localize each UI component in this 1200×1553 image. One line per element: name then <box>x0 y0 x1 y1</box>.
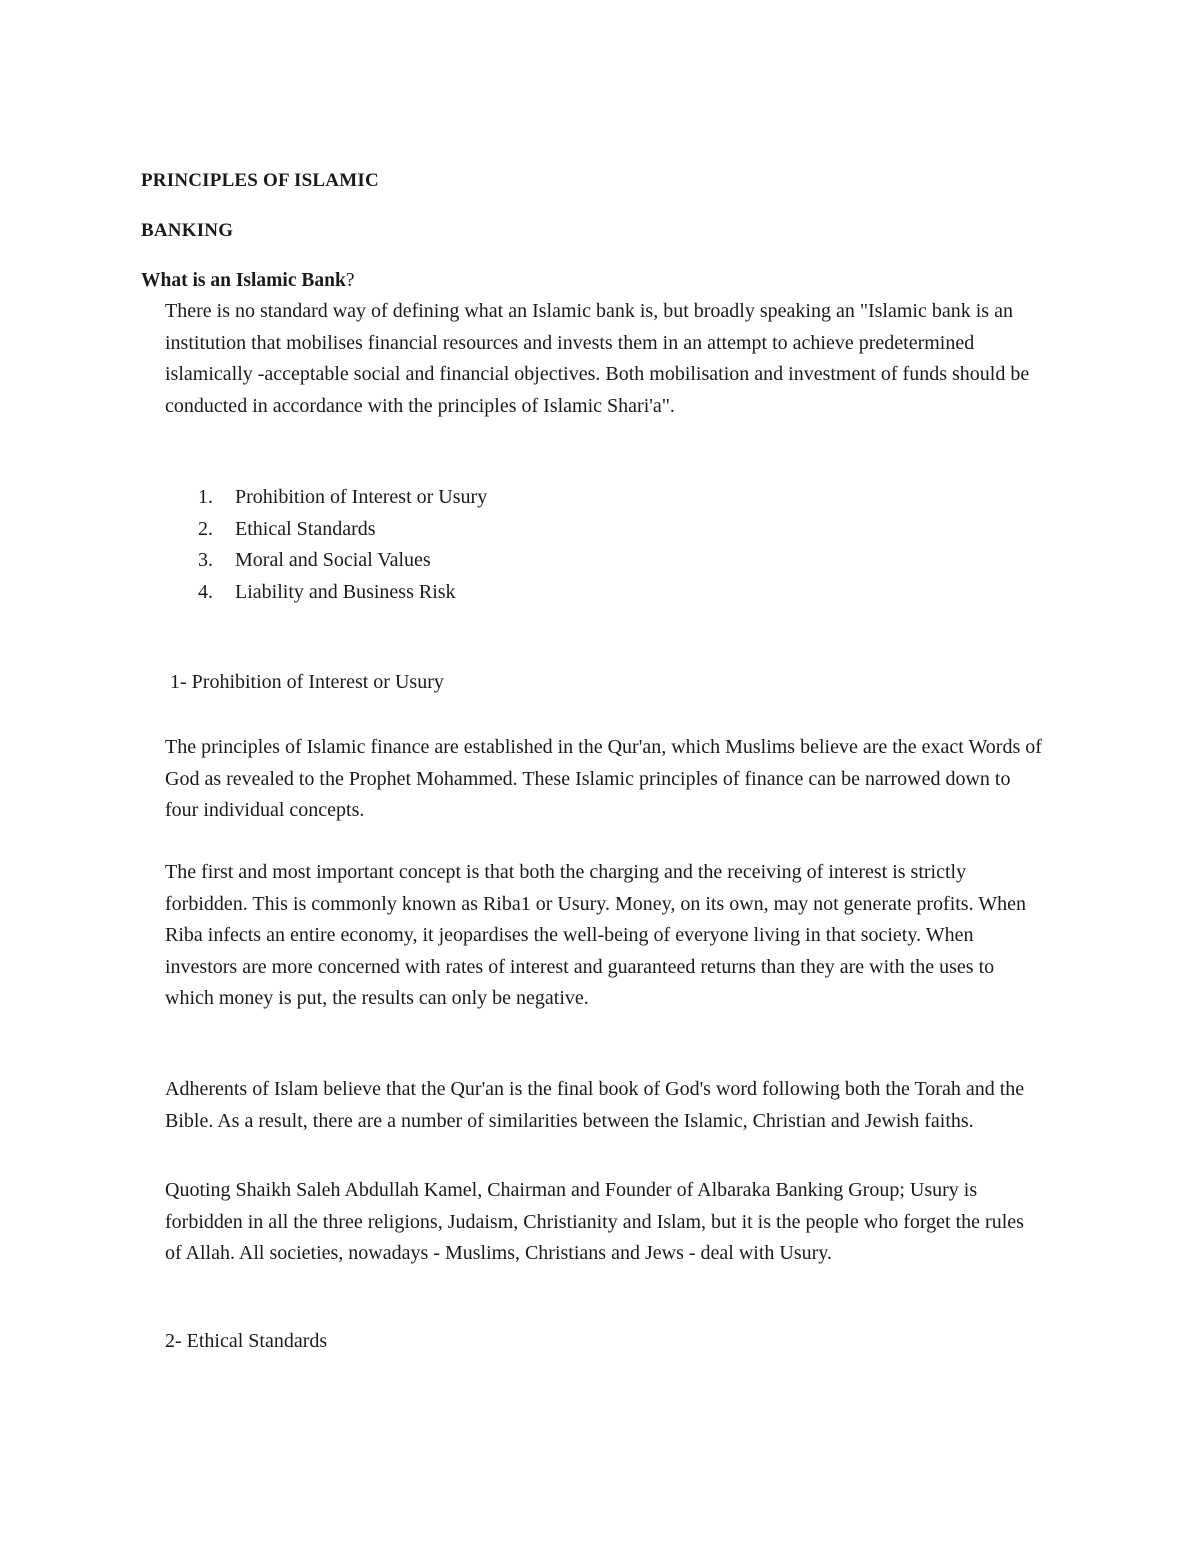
document-title-line2: BANKING <box>141 220 234 241</box>
list-item-text: Prohibition of Interest or Usury <box>235 486 488 508</box>
question-heading <box>141 270 354 292</box>
list-item-number: 4. <box>198 580 213 603</box>
list-item <box>198 514 487 546</box>
paragraph-quote: Quoting Shaikh Saleh Abdullah Kamel, Chairman and Founder of Albaraka Banking Group; Usury is forbidden in all the three religions, Judaism, Christianity and Islam, but it is the people who forget the rules of Allah. All societies, nowadays - Muslims, Christians and Jews - deal with Usury. <box>165 1179 1024 1264</box>
list-item-number: 1. <box>198 486 213 508</box>
section-heading-ethical: 2- Ethical Standards <box>165 1330 328 1352</box>
list-item-text: Liability and Business Risk <box>235 580 456 603</box>
list-item <box>198 545 487 577</box>
paragraph-riba: The first and most important concept is that both the charging and the receiving of interest is strictly forbidden. This is commonly known as Riba1 or Usury. Money, on its own, may not generate profits. When Riba infects an entire economy, it jeopardises the well-being of everyone living in that society. When investors are more concerned with rates of interest and guaranteed returns than they are with the uses to which money is put, the results can only be negative. <box>165 861 1026 1009</box>
paragraph-adherents: Adherents of Islam believe that the Qur'an is the final book of God's word following both the Torah and the Bible. As a result, there are a number of similarities between the Islamic, Christian and Jewish faiths. <box>165 1078 1025 1132</box>
list-item-text: Moral and Social Values <box>235 549 431 571</box>
list-item-number: 2. <box>198 517 213 540</box>
list-item-text: Ethical Standards <box>235 517 376 540</box>
paragraph-quran-principles: The principles of Islamic finance are established in the Qur'an, which Muslims believe are the exact Words of God as revealed to the Prophet Mohammed. These Islamic principles of finance can be narrowed down to four individual concepts. <box>165 736 1042 821</box>
intro-paragraph: There is no standard way of defining what an Islamic bank is, but broadly speaking an "Islamic bank is an institution that mobilises financial resources and invests them in an attempt to achieve predetermined islamically -acceptable social and financial objectives. Both mobilisation and investment of funds should be conducted in accordance with the principles of Islamic Shari'a". <box>165 300 1030 417</box>
list-item-number: 3. <box>198 549 213 571</box>
list-item <box>198 482 487 514</box>
question-mark: ? <box>345 270 355 291</box>
question-heading-text: What is an Islamic Bank <box>141 270 346 291</box>
section-heading-prohibition: 1- Prohibition of Interest or Usury <box>170 671 444 693</box>
principles-list <box>198 482 487 608</box>
list-item <box>198 577 487 609</box>
document-title-line1: PRINCIPLES OF ISLAMIC <box>141 170 379 191</box>
